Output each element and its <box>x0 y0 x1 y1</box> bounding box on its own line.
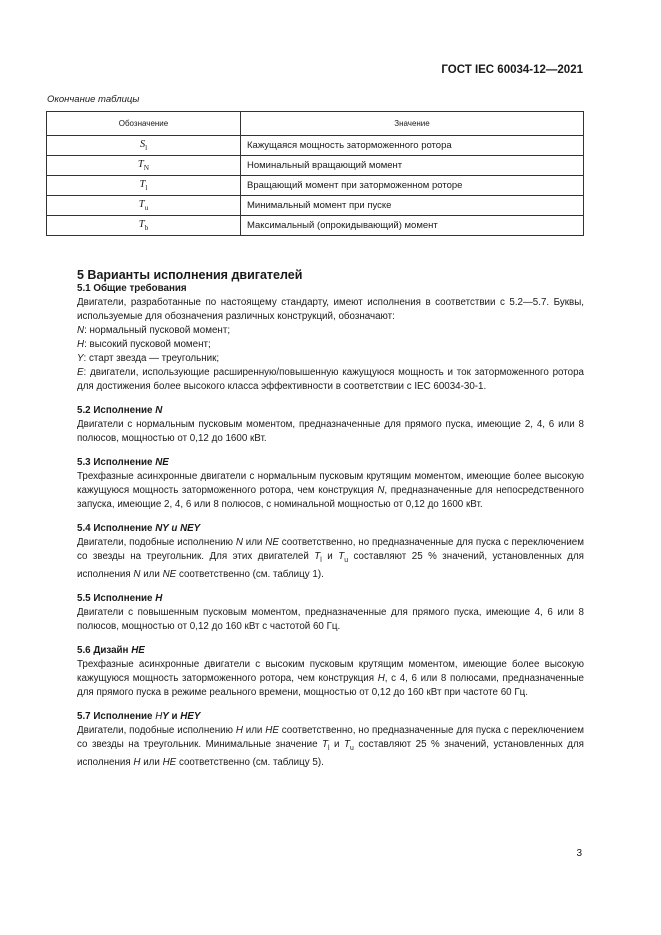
list-item: Y: старт звезда — треугольник; <box>77 353 220 364</box>
table-header-row <box>47 112 584 136</box>
list-item: N: нормальный пусковой момент; <box>77 325 231 336</box>
table-row <box>47 176 584 196</box>
paragraph-5-6: Трехфазные асинхронные двигатели с высоким пусковым крутящим моментом, имеющие более высокую кажущуюся мощность заторможенного ротора, чем конструкция H, с 4, 6 или 8 полюсами, предназначенные для прямого пуска в режиме реального времени, мощностью от 0,12 до 160 кВт при частоте 60 Гц. <box>77 659 584 698</box>
subsection-title-5-4: 5.4 Исполнение NY u NEY <box>77 523 201 534</box>
symbol-cell: $T_u$ <box>47 196 241 216</box>
table-row <box>47 196 584 216</box>
symbol-cell: $T_b$ <box>47 216 241 236</box>
table-row <box>47 156 584 176</box>
paragraph-5-3: Трехфазные асинхронные двигатели с нормальным пусковым крутящим моментом, имеющие более высокую кажущуюся мощность заторможенного ротора, чем конструкция N, предназначенные для непосредственного запуска, имеющие 2, 4, 6 или 8 полюсов, с номинальной мощностью от 0,12 до 1600 кВт. <box>77 471 584 510</box>
paragraph-5-4: Двигатели, подобные исполнению N или NE соответственно, но предназначенные для пуска с переключением со звезды на треугольник. Для этих двигателей $T_l$ и $T_u$ составляют 25 % значений, установленных для исполнения N или NE соответственно (см. таблицу 1). <box>77 537 584 580</box>
value-cell: Минимальный момент при пуске <box>241 196 584 216</box>
symbols-table <box>46 111 584 236</box>
section-5 <box>77 268 584 780</box>
symbol-cell: $S_l$ <box>47 136 241 156</box>
table-row <box>47 216 584 236</box>
value-cell: Номинальный вращающий момент <box>241 156 584 176</box>
subsection-title-5-7: 5.7 Исполнение HY и HEY <box>77 711 201 722</box>
symbol-cell: $T_N$ <box>47 156 241 176</box>
subsection-title-5-3: 5.3 Исполнение NE <box>77 457 169 468</box>
value-cell: Кажущаяся мощность заторможенного ротора <box>241 136 584 156</box>
table-caption: Окончание таблицы <box>47 94 140 105</box>
subsection-title-5-1: 5.1 Общие требования <box>77 283 187 294</box>
col-symbol-header: Обозначение <box>47 112 241 136</box>
section-title: 5 Варианты исполнения двигателей <box>77 268 303 282</box>
list-item: H: высокий пусковой момент; <box>77 339 211 350</box>
col-value-header: Значение <box>241 112 584 136</box>
document-id: ГОСТ IEC 60034-12—2021 <box>441 64 583 76</box>
subsection-title-5-5: 5.5 Исполнение H <box>77 593 163 604</box>
symbol-cell: $T_l$ <box>47 176 241 196</box>
subsection-title-5-6: 5.6 Дизайн HE <box>77 645 145 656</box>
paragraph-5-2: Двигатели с нормальным пусковым моментом, предназначенные для прямого пуска, имеющие 2, 4, 6 или 8 полюсов, мощностью от 0,12 до 1600 кВт. <box>77 419 584 444</box>
table-row <box>47 136 584 156</box>
paragraph-5-5: Двигатели с повышенным пусковым моментом, предназначенные для прямого пуска, имеющие 4, 6 или 8 полюсов, мощностью от 0,12 до 160 кВт с частотой 60 Гц. <box>77 607 584 632</box>
value-cell: Вращающий момент при заторможенном роторе <box>241 176 584 196</box>
page-number: 3 <box>576 848 582 859</box>
paragraph-5-1: Двигатели, разработанные по настоящему стандарту, имеют исполнения в соответствии с 5.2—5.7. Буквы, используемые для обозначения различных конструкций, обозначают: <box>77 297 584 322</box>
list-item: E: двигатели, использующие расширенную/повышенную кажущуюся мощность и ток заторможенного ротора для достижения более высокого класса эффективности в соответствии с IEC 60034-30-1. <box>77 367 584 392</box>
paragraph-5-7: Двигатели, подобные исполнению H или HE соответственно, но предназначенные для пуска с переключением со звезды на треугольник. Минимальные значение $T_l$ и $T_u$ составляют 25 % значений, установленных для исполнения H или HE соответственно (см. таблицу 5). <box>77 725 584 768</box>
subsection-title-5-2: 5.2 Исполнение N <box>77 405 163 416</box>
value-cell: Максимальный (опрокидывающий) момент <box>241 216 584 236</box>
